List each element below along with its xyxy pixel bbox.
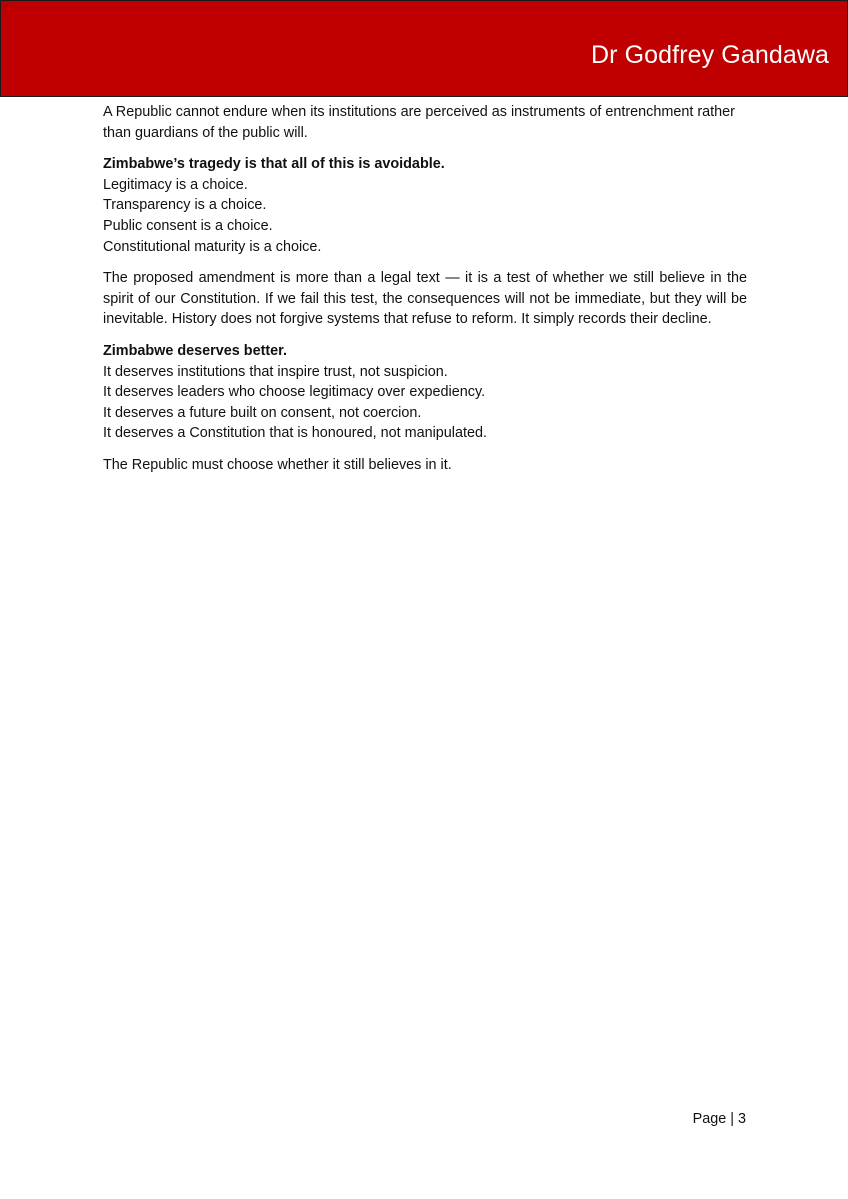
section-heading: Zimbabwe deserves better.	[103, 342, 287, 359]
statement-line: It deserves institutions that inspire trust, not suspicion.	[103, 363, 448, 380]
section-heading: Zimbabwe’s tragedy is that all of this is avoidable.	[103, 156, 445, 173]
closing-paragraph: The Republic must choose whether it still believes in it.	[103, 456, 452, 473]
page-number: Page | 3	[692, 1111, 746, 1127]
document-body	[103, 102, 747, 487]
statement-line: It deserves leaders who choose legitimacy over expediency.	[103, 384, 486, 401]
author-name: Dr Godfrey Gandawa	[590, 41, 829, 69]
section-avoidable	[103, 154, 747, 257]
statement-line: Public consent is a choice.	[103, 217, 273, 234]
statement-line: Constitutional maturity is a choice.	[103, 238, 322, 255]
amendment-paragraph: The proposed amendment is more than a legal text — it is a test of whether we still believe in the spirit of our Constitution. If we fail this test, the consequences will not be immediate, but they will be inevitable. History does not forgive systems that refuse to reform. It simply records their decline.	[103, 270, 747, 328]
statement-line: It deserves a future built on consent, not coercion.	[103, 404, 422, 421]
header-band	[0, 0, 848, 97]
statement-line: Transparency is a choice.	[103, 197, 267, 214]
statement-line: It deserves a Constitution that is honoured, not manipulated.	[103, 425, 487, 442]
statement-line: Legitimacy is a choice.	[103, 176, 248, 193]
section-deserves-better	[103, 341, 747, 444]
intro-paragraph: A Republic cannot endure when its institutions are perceived as instruments of entrenchment rather than guardians of the public will.	[103, 104, 735, 141]
